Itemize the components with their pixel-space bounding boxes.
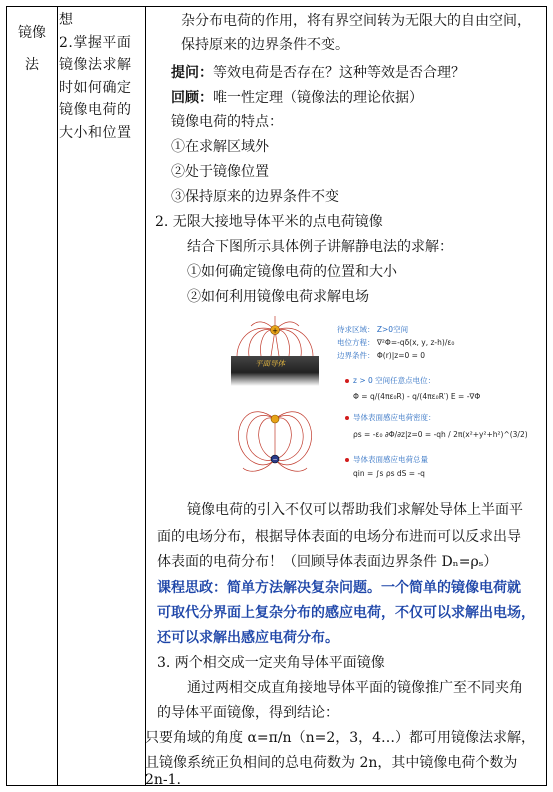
- list-item: ①在求解区域外: [171, 139, 269, 155]
- svg-text:+: +: [272, 327, 278, 335]
- text-line: 且镜像系统正负相间的总电荷数为 2n，其中镜像电荷个数为: [145, 755, 518, 771]
- method-cell: 镜像 法: [18, 25, 46, 73]
- bullet-dot: [345, 416, 349, 420]
- text-line: 通过两相交成直角接地导体平面的镜像推广至不同夹角: [187, 680, 523, 696]
- question-line: 提问：等效电荷是否存在？这种等效是否合理？: [171, 65, 465, 81]
- svg-text:−: −: [272, 456, 278, 464]
- objective-cell: 想 2.掌握平面 镜像法求解 时如何确定 镜像电荷的 大小和位置: [59, 12, 132, 141]
- column-divider: [57, 7, 58, 785]
- image-charge-figure: [229, 312, 321, 482]
- charge-density-formula: ρs = -ε₀ ∂Φ/∂z|z=0 = -qh / 2π(x²+y²+h²)^(3/2): [353, 430, 528, 439]
- review-line: 回顾：唯一性定理（镜像法的理论依据）: [171, 90, 423, 106]
- bullet-dot: [345, 458, 349, 462]
- ideology-line: 可取代分界面上复杂分布的感应电荷，不仅可以求解出电场，: [157, 605, 535, 621]
- field-line-diagram: [229, 312, 321, 482]
- plate-label: 平面导体: [255, 359, 285, 368]
- potential-bullet: z > 0 空间任意点电位：: [353, 376, 436, 385]
- text-line: 体表面的电荷分布！（回顾导体表面边界条件 Dₙ=ρₛ）: [157, 554, 498, 570]
- list-item: ③保持原来的边界条件不变: [171, 189, 339, 205]
- text-line: 面的电场分布，根据导体表面的电场分布进而可以反求出导: [157, 529, 521, 545]
- section-heading: 3. 两个相交成一定夹角导体平面镜像: [157, 655, 385, 671]
- text-line: 只要角域的角度 α=π/n（n=2，3，4…）都可用镜像法求解，: [145, 730, 536, 746]
- column-divider: [145, 7, 146, 785]
- text-line: 镜像电荷的特点：: [171, 114, 283, 130]
- text-line: 杂分布电荷的作用，将有界空间转为无限大的自由空间，: [181, 13, 531, 29]
- charge-density-bullet: 导体表面感应电荷密度：: [353, 413, 436, 422]
- potential-equation: 电位方程： ∇²Φ=-qδ(x, y, z-h)/ε₀: [337, 338, 455, 347]
- region-label: 待求区域： Z>0空间: [337, 325, 409, 334]
- text-line: 镜像电荷的引入不仅可以帮助我们求解处导体上半面平: [187, 502, 523, 518]
- text-line: 结合下图所示具体例子讲解静电法的求解：: [187, 239, 453, 255]
- list-item: ①如何确定镜像电荷的位置和大小: [187, 264, 397, 280]
- text-line: 2n-1.: [145, 772, 182, 788]
- total-charge-formula: qin = ∫s ρs dS = -q: [353, 469, 425, 478]
- ideology-line: 课程思政：简单方法解决复杂问题。一个简单的镜像电荷就: [157, 580, 521, 596]
- list-item: ②处于镜像位置: [171, 164, 269, 180]
- text-line: 保持原来的边界条件不变。: [181, 37, 349, 53]
- potential-formula: Φ = q/(4πε₀R) - q/(4πε₀R′) E = -∇Φ: [353, 392, 481, 401]
- boundary-condition: 边界条件： Φ(r)|z=0 = 0: [337, 351, 426, 360]
- section-heading: 2. 无限大接地导体平米的点电荷镜像: [155, 214, 383, 230]
- bullet-dot: [345, 379, 349, 383]
- lesson-table: [6, 6, 547, 786]
- total-charge-bullet: 导体表面感应电荷总量: [353, 455, 428, 464]
- list-item: ②如何利用镜像电荷求解电场: [187, 289, 369, 305]
- source-charge: [271, 415, 279, 423]
- text-line: 的导体平面镜像，得到结论：: [157, 705, 339, 721]
- ideology-line: 还可以求解出感应电荷分布。: [157, 630, 339, 646]
